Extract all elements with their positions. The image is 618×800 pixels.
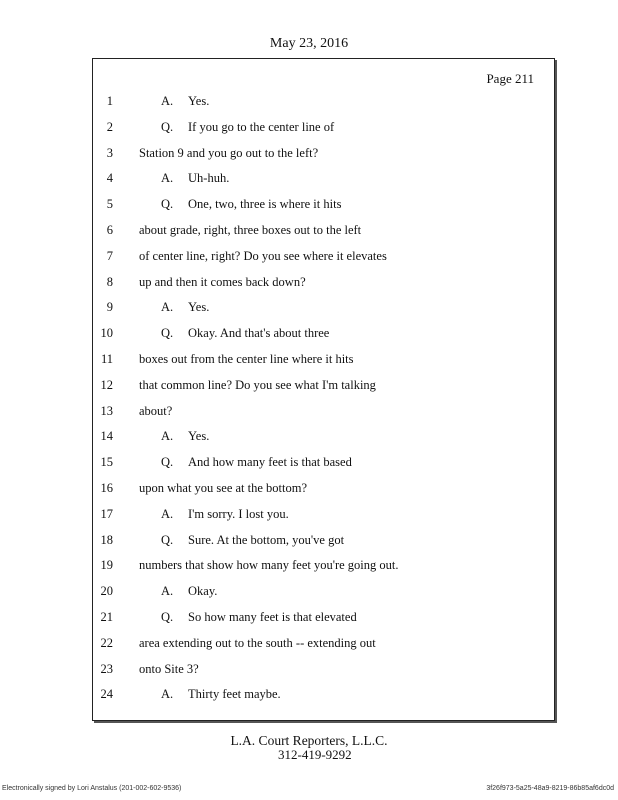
line-content	[139, 558, 399, 573]
line-number: 24	[100, 687, 113, 702]
line-number: 6	[106, 223, 113, 237]
speaker-label: A.	[161, 506, 174, 521]
line-number: 17	[100, 506, 113, 521]
line-text: And how many feet is that based	[188, 455, 352, 470]
line-content	[161, 171, 229, 186]
line-content	[139, 275, 306, 290]
line-number: 3	[106, 145, 113, 160]
transcript-line	[93, 352, 553, 368]
line-content	[161, 584, 217, 599]
speaker-label: A.	[161, 94, 174, 108]
speaker-label: A.	[161, 584, 174, 599]
speaker-label: A.	[161, 429, 174, 444]
line-text: upon what you see at the bottom?	[139, 481, 308, 495]
line-text: Okay.	[188, 584, 218, 599]
transcript-line	[93, 662, 553, 678]
line-number: 18	[100, 532, 113, 547]
line-text: that common line? Do you see what I'm talking	[139, 377, 376, 392]
line-content	[139, 249, 387, 264]
transcript-line	[93, 275, 553, 291]
line-text: onto Site 3?	[139, 661, 199, 676]
line-content	[139, 662, 199, 677]
line-content	[161, 610, 357, 625]
transcript-line	[93, 94, 553, 110]
line-text: Thirty feet maybe.	[188, 687, 281, 702]
transcript-line	[93, 610, 553, 626]
line-number: 11	[100, 352, 113, 366]
line-content	[139, 352, 354, 367]
transcript-line	[93, 223, 553, 239]
line-text: Station 9 and you go out to the left?	[139, 145, 319, 160]
speaker-label: Q.	[161, 326, 174, 341]
transcript-line	[93, 533, 553, 549]
line-text: One, two, three is where it hits	[188, 197, 342, 212]
transcript-line	[93, 300, 553, 316]
speaker-label: A.	[161, 171, 174, 186]
transcript-line	[93, 687, 553, 703]
transcript-line	[93, 584, 553, 600]
electronic-signature: Electronically signed by Lori Anstalus (201-002-602-9536)	[2, 785, 182, 792]
transcript-line	[93, 326, 553, 342]
transcript-line	[93, 171, 553, 187]
speaker-label: A.	[161, 687, 174, 702]
line-content	[161, 687, 281, 702]
transcript-page-frame	[92, 58, 555, 721]
transcript-line	[93, 455, 553, 471]
line-content	[161, 197, 341, 212]
line-content	[139, 481, 307, 496]
line-number: 21	[100, 610, 113, 624]
line-content	[161, 429, 209, 444]
line-number: 4	[106, 171, 113, 186]
line-number: 8	[106, 274, 113, 289]
line-number: 14	[100, 429, 113, 444]
line-number: 12	[100, 377, 113, 392]
reporter-phone: 312-419-9292	[278, 747, 352, 762]
transcript-line	[93, 558, 553, 574]
line-text: about grade, right, three boxes out to the left	[139, 223, 362, 237]
line-number: 16	[100, 481, 113, 495]
line-content	[161, 533, 344, 548]
line-content	[139, 223, 361, 238]
line-content	[139, 404, 172, 419]
line-content	[161, 507, 289, 522]
transcript-line	[93, 120, 553, 136]
line-number: 20	[100, 584, 113, 599]
line-text: Uh-huh.	[188, 171, 230, 186]
line-content	[161, 120, 334, 135]
line-number: 15	[100, 455, 113, 470]
line-text: So how many feet is that elevated	[188, 610, 357, 624]
transcript-line	[93, 507, 553, 523]
line-number: 1	[106, 94, 113, 108]
reporter-company: L.A. Court Reporters, L.L.C.	[230, 733, 388, 748]
line-number: 9	[106, 300, 113, 315]
line-text: area extending out to the south -- extending out	[139, 635, 376, 650]
transcript-line	[93, 429, 553, 445]
line-text: Yes.	[188, 300, 210, 315]
line-text: about?	[139, 403, 173, 418]
speaker-label: Q.	[161, 610, 174, 624]
line-content	[139, 146, 318, 161]
line-text: Yes.	[188, 429, 210, 444]
line-number: 10	[100, 326, 113, 341]
speaker-label: Q.	[161, 197, 174, 212]
line-text: of center line, right? Do you see where it elevates	[139, 248, 387, 263]
speaker-label: Q.	[161, 119, 174, 134]
line-number: 23	[100, 661, 113, 676]
line-number: 5	[106, 197, 113, 212]
transcript-line	[93, 636, 553, 652]
document-hash: 3f26f973-5a25-48a9-8219-86b85af6dc0d	[486, 785, 614, 792]
line-text: I'm sorry. I lost you.	[188, 506, 289, 521]
transcript-line	[93, 481, 553, 497]
line-content	[161, 94, 209, 109]
line-number: 2	[106, 119, 113, 134]
line-text: numbers that show how many feet you're going out.	[139, 558, 399, 573]
line-text: If you go to the center line of	[188, 119, 335, 134]
page-number: Page 211	[486, 71, 534, 86]
line-number: 19	[100, 558, 113, 573]
transcript-line	[93, 404, 553, 420]
line-text: up and then it comes back down?	[139, 274, 306, 289]
line-content	[139, 378, 376, 393]
line-number: 7	[106, 248, 113, 263]
line-content	[161, 326, 329, 341]
line-text: Yes.	[188, 94, 210, 108]
line-text: boxes out from the center line where it hits	[139, 352, 354, 366]
speaker-label: Q.	[161, 455, 174, 470]
transcript-line	[93, 249, 553, 265]
line-content	[161, 300, 209, 315]
transcript-line	[93, 197, 553, 213]
line-number: 22	[100, 635, 113, 650]
line-content	[139, 636, 376, 651]
speaker-label: Q.	[161, 532, 174, 547]
transcript-line	[93, 146, 553, 162]
line-content	[161, 455, 352, 470]
line-text: Sure. At the bottom, you've got	[188, 532, 345, 547]
speaker-label: A.	[161, 300, 174, 315]
transcript-date: May 23, 2016	[269, 36, 349, 51]
transcript-line	[93, 378, 553, 394]
line-number: 13	[100, 403, 113, 418]
line-text: Okay. And that's about three	[188, 326, 330, 341]
